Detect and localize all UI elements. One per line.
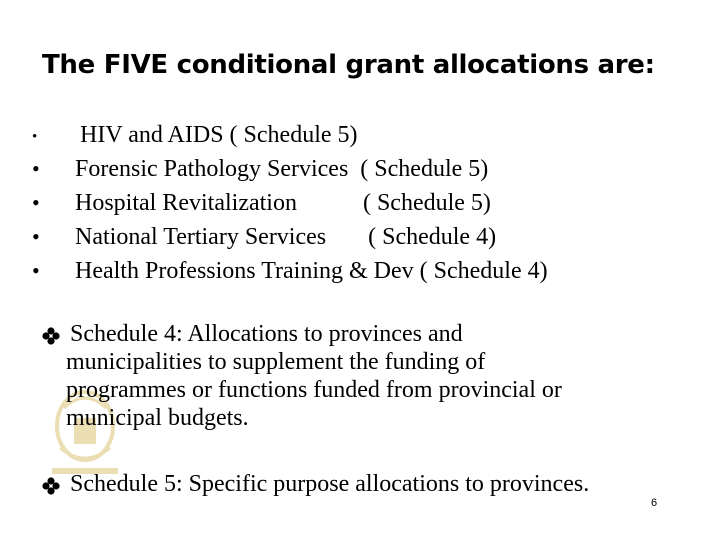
list-item-text: National Tertiary Services ( Schedule 4) <box>75 224 497 250</box>
schedule-4-line: Schedule 4: Allocations to provinces and <box>70 321 463 347</box>
list-item-text: Hospital Revitalization ( Schedule 5) <box>75 190 491 216</box>
diamond-bullet-icon <box>42 477 60 495</box>
bullet-icon: • <box>32 224 40 249</box>
bullet-icon: • <box>32 129 38 145</box>
schedule-5-note <box>42 470 692 498</box>
list-item-text: HIV and AIDS ( Schedule 5) <box>80 122 358 148</box>
bullet-icon: • <box>32 190 40 215</box>
slide-title: The FIVE conditional grant allocations are: <box>42 50 655 80</box>
diamond-bullet-icon <box>42 327 60 345</box>
list-item-text: Forensic Pathology Services ( Schedule 5) <box>75 156 489 182</box>
schedule-4-line: municipalities to supplement the funding of <box>66 349 486 375</box>
page-number: 6 <box>651 497 658 509</box>
schedule-5-text: Schedule 5: Specific purpose allocations to provinces. <box>70 471 590 497</box>
schedule-4-line: programmes or functions funded from provincial or <box>66 377 562 403</box>
schedule-4-note <box>42 320 682 432</box>
schedule-4-line: municipal budgets. <box>66 405 249 431</box>
bullet-icon: • <box>32 156 40 181</box>
list-item-text: Health Professions Training & Dev ( Schedule 4) <box>75 258 548 284</box>
bullet-icon: • <box>32 258 40 283</box>
